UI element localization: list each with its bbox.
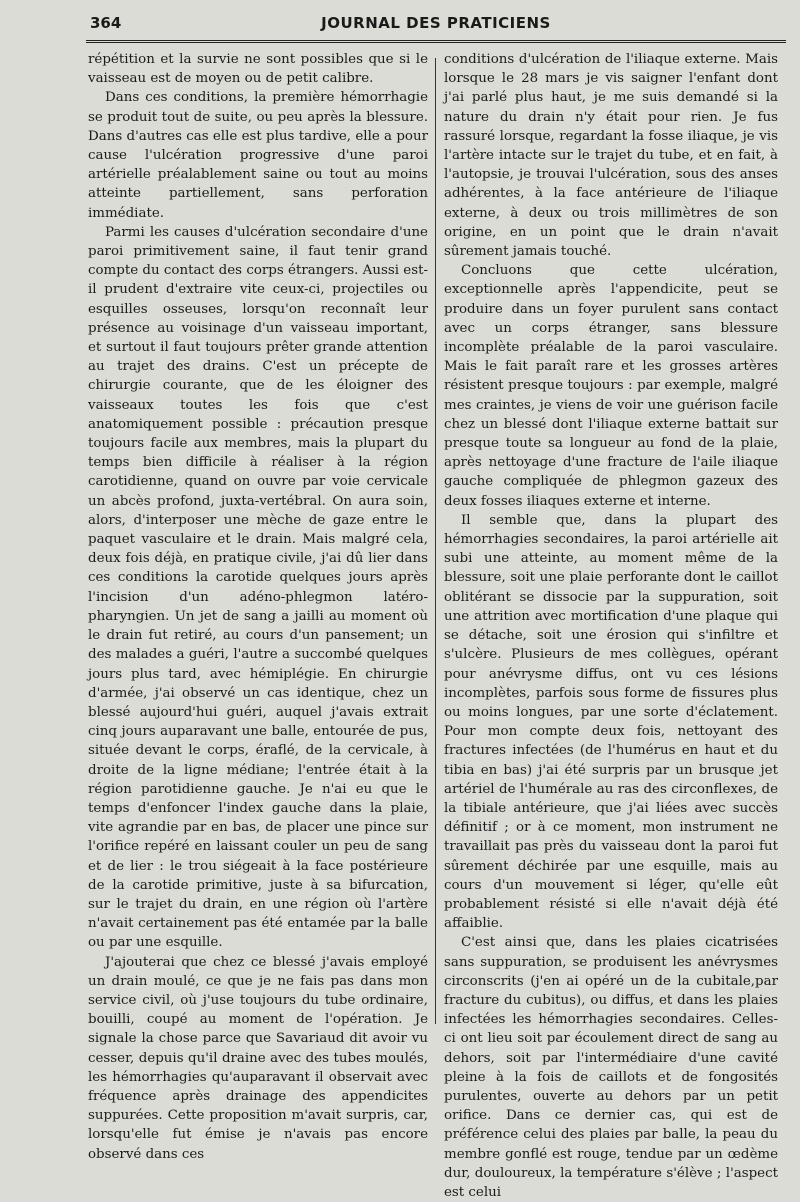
right-column	[444, 50, 778, 1200]
paragraph: C'est ainsi que, dans les plaies cicatrisées sans suppuration, se produisent les anévrysmes circonscrits (j'en ai opéré un de la cubitale,par fracture du cubitus), ou diffus, et dans les plaies infectées les hémorrhagies secondaires. Celles-ci ont lieu soit par écoulement direct de sang au dehors, soit par l'intermédiaire d'une cavité pleine à la fois de caillots et de fongosités purulentes, ouverte au dehors par un petit orifice. Dans ce dernier cas, qui est de préférence celui des plaies par balle, la peau du membre gonflé est rouge, tendue par un œdème dur, douloureux, la température s'élève ; l'aspect est celui	[444, 935, 778, 1200]
running-title: JOURNAL DES PRATICIENS	[321, 14, 551, 32]
left-column	[88, 50, 428, 1162]
paragraph: Parmi les causes d'ulcération secondaire d'une paroi primitivement saine, il faut tenir grand compte du contact des corps étrangers. Aussi est-il prudent d'extraire vite ceux-ci, projectiles ou esquilles osseuses, lorsqu'on reconnaît leur présence au voisinage d'un vaisseau important, et surtout il faut toujours prêter grande attention au trajet des drains. C'est un précepte de chirurgie courante, que de les éloigner des vaisseaux toutes les fois que c'est anatomiquement possible : précaution presque toujours facile aux membres, mais la plupart du temps bien difficile à réaliser à la région carotidienne, quand on ouvre par voie cervicale un abcès profond, juxta-vertébral. On aura soin, alors, d'interposer une mèche de gaze entre le paquet vasculaire et le drain. Mais malgré cela, deux fois déjà, en pratique civile, j'ai dû lier dans ces conditions la carotide quelques jours après l'incision d'un adéno-phlegmon latéro-pharyngien. Un jet de sang a jailli au moment où le drain fut retiré, au cours d'un pansement; un des malades a guéri, l'autre a succombé quelques jours plus tard, avec hémiplégie. En chirurgie d'armée, j'ai observé un cas identique, chez un blessé aujourd'hui guéri, auquel j'avais extrait cinq jours auparavant une balle, entourée de pus, située devant le corps, éraflé, de la cervicale, à droite de la ligne médiane; l'entrée était à la région parotidienne gauche. Je n'ai eu que le temps d'enfoncer l'index gauche dans la plaie, vite agrandie par en bas, de placer une pince sur l'orifice repéré en laissant couler un peu de sang et de lier : le trou siégeait à la face postérieure de la carotide primitive, juste à sa bifurcation, sur le trajet du drain, en une région où l'artère n'avait certainement pas été entamée par la balle ou par une esquille.	[88, 224, 428, 951]
paragraph: Concluons que cette ulcération, exceptionnelle après l'appendicite, peut se produire dans un foyer purulent sans contact avec un corps étranger, sans blessure incomplète préalable de la paroi vasculaire. Mais le fait paraît rare et les grosses artères résistent presque toujours : par exemple, malgré mes craintes, je viens de voir une guérison facile chez un blessé dont l'iliaque externe battait sur presque toute sa longueur au fond de la plaie, après nettoyage d'une fracture de l'aile iliaque gauche compliquée de phlegmon gazeux des deux fosses iliaques externe et interne.	[444, 263, 778, 509]
paragraph: J'ajouterai que chez ce blessé j'avais employé un drain moulé, ce que je ne fais pas dans mon service civil, où j'use toujours du tube ordinaire, bouilli, coupé au moment de l'opération. Je signale la chose parce que Savariaud dit avoir vu cesser, depuis qu'il draine avec des tubes moulés, les hémorrhagies qu'auparavant il observait avec fréquence après drainage des appendicites suppurées. Cette proposition m'avait surpris, car, lorsqu'elle fut émise je n'avais pas encore observé dans ces	[88, 954, 428, 1162]
paragraph: répétition et la survie ne sont possibles que si le vaisseau est de moyen ou de petit calibre.	[88, 52, 428, 87]
page-header	[86, 12, 786, 43]
column-rule	[435, 58, 436, 1024]
paragraph: Il semble que, dans la plupart des hémorrhagies secondaires, la paroi artérielle ait subi une atteinte, au moment même de la blessure, soit une plaie perforante dont le caillot oblitérant se dissocie par la suppuration, soit une attrition avec mortification d'une plaque qui se détache, soit une érosion qui s'infiltre et s'ulcère. Plusieurs de mes collègues, opérant pour anévrysme diffus, ont vu ces lésions incomplètes, parfois sous forme de fissures plus ou moins longues, par une sorte d'éclatement. Pour mon compte deux fois, nettoyant des fractures infectées (de l'humérus en haut et du tibia en bas) j'ai été surpris par un brusque jet artériel de l'humérale au ras des circonflexes, de la tibiale antérieure, que j'ai liées avec succès définitif ; or à ce moment, mon instrument ne travaillait pas près du vaisseau dont la paroi fut sûrement déchirée par une esquille, mais au cours d'un mouvement si léger, qu'elle eût probablement résisté si elle n'avait déjà été affaiblie.	[444, 512, 778, 932]
page-number: 364	[90, 14, 122, 32]
paragraph: conditions d'ulcération de l'iliaque externe. Mais lorsque le 28 mars je vis saigner l'enfant dont j'ai parlé plus haut, je me suis demandé si la nature du drain n'y était pour rien. Je fus rassuré lorsque, regardant la fosse iliaque, je vis l'artère intacte sur le trajet du tube, et en fait, à l'autopsie, je trouvai l'ulcération, sous des anses adhérentes, à la face antérieure de l'iliaque externe, à deux ou trois millimètres de son origine, en un point que le drain n'avait sûrement jamais touché.	[444, 52, 778, 260]
paragraph: Dans ces conditions, la première hémorrhagie se produit tout de suite, ou peu après la blessure. Dans d'autres cas elle est plus tardive, elle a pour cause l'ulcération progressive d'une paroi artérielle préalablement saine ou tout au moins atteinte partiellement, sans perforation immédiate.	[88, 90, 428, 221]
